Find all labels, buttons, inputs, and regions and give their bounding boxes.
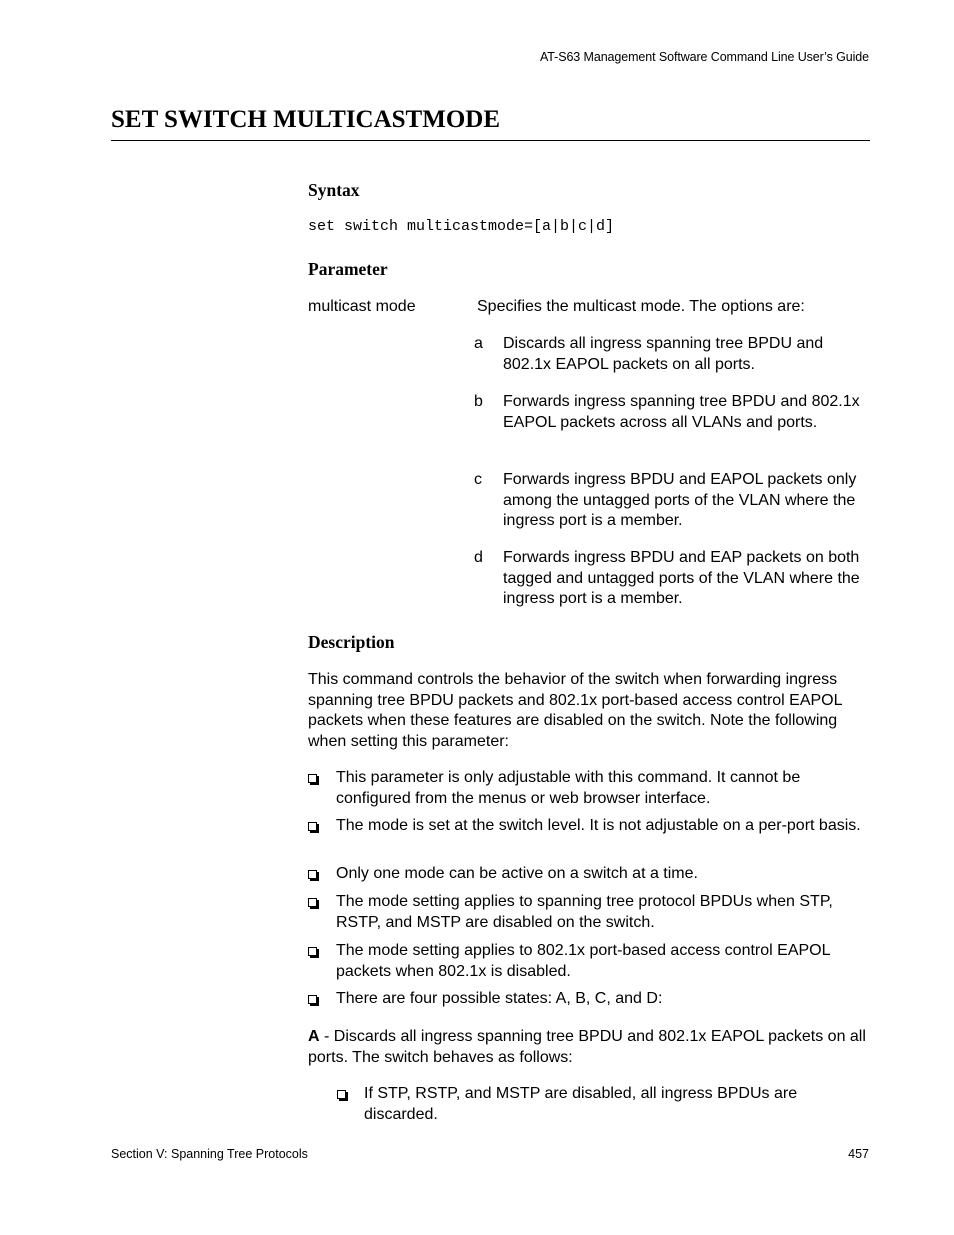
checkbox-bullet-icon <box>308 947 317 956</box>
option-text: Forwards ingress BPDU and EAP packets on both tagged and untagged ports of the VLAN where the ingress port is a member. <box>503 549 860 607</box>
checkbox-bullet-icon <box>308 870 317 879</box>
checkbox-bullet-icon <box>308 995 317 1004</box>
page-title: SET SWITCH MULTICASTMODE <box>111 106 501 133</box>
option-text: Discards all ingress spanning tree BPDU and 802.1x EAPOL packets on all ports. <box>503 335 824 373</box>
page-number: 457 <box>848 1147 869 1161</box>
syntax-heading: Syntax <box>308 180 360 200</box>
checkbox-bullet-icon <box>308 898 317 907</box>
title-rule <box>111 140 870 141</box>
parameter-heading: Parameter <box>308 259 388 279</box>
option-letter: a <box>474 335 483 352</box>
state-a-text: - Discards all ingress spanning tree BPDU and 802.1x EAPOL packets on all ports. The switch behaves as follows: <box>308 1028 866 1066</box>
parameter-name: multicast mode <box>308 298 416 315</box>
list-item-text: There are four possible states: A, B, C, and D: <box>336 990 663 1007</box>
list-item-text: This parameter is only adjustable with this command. It cannot be configured from the menus or web browser interface. <box>336 769 801 807</box>
option-letter: d <box>474 549 483 566</box>
parameter-description: Specifies the multicast mode. The options are: <box>477 298 805 315</box>
syntax-command: set switch multicastmode=[a|b|c|d] <box>308 218 615 235</box>
checkbox-bullet-icon <box>337 1090 346 1099</box>
state-a-paragraph <box>308 1027 868 1068</box>
list-item-text: The mode setting applies to spanning tree protocol BPDUs when STP, RSTP, and MSTP are disabled on the switch. <box>336 893 833 931</box>
checkbox-bullet-icon <box>308 822 317 831</box>
description-paragraph: This command controls the behavior of the switch when forwarding ingress spanning tree BPDU packets and 802.1x port-based access control EAPOL packets when these features are disabled on the switch. Note the following when setting this parameter: <box>308 671 842 750</box>
option-letter: b <box>474 393 483 410</box>
list-item-text: Only one mode can be active on a switch at a time. <box>336 865 698 882</box>
option-text: Forwards ingress BPDU and EAPOL packets only among the untagged ports of the VLAN where the ingress port is a member. <box>503 471 857 529</box>
list-item-text: The mode is set at the switch level. It is not adjustable on a per-port basis. <box>336 817 861 834</box>
footer-section: Section V: Spanning Tree Protocols <box>111 1147 308 1161</box>
option-letter: c <box>474 471 482 488</box>
running-header: AT-S63 Management Software Command Line User’s Guide <box>540 50 869 64</box>
checkbox-bullet-icon <box>308 774 317 783</box>
description-heading: Description <box>308 632 395 652</box>
sub-list-item-text: If STP, RSTP, and MSTP are disabled, all ingress BPDUs are discarded. <box>364 1085 798 1123</box>
option-text: Forwards ingress spanning tree BPDU and 802.1x EAPOL packets across all VLANs and ports. <box>503 393 860 431</box>
list-item-text: The mode setting applies to 802.1x port-based access control EAPOL packets when 802.1x is disabled. <box>336 942 830 980</box>
state-a-label: A <box>308 1028 320 1045</box>
